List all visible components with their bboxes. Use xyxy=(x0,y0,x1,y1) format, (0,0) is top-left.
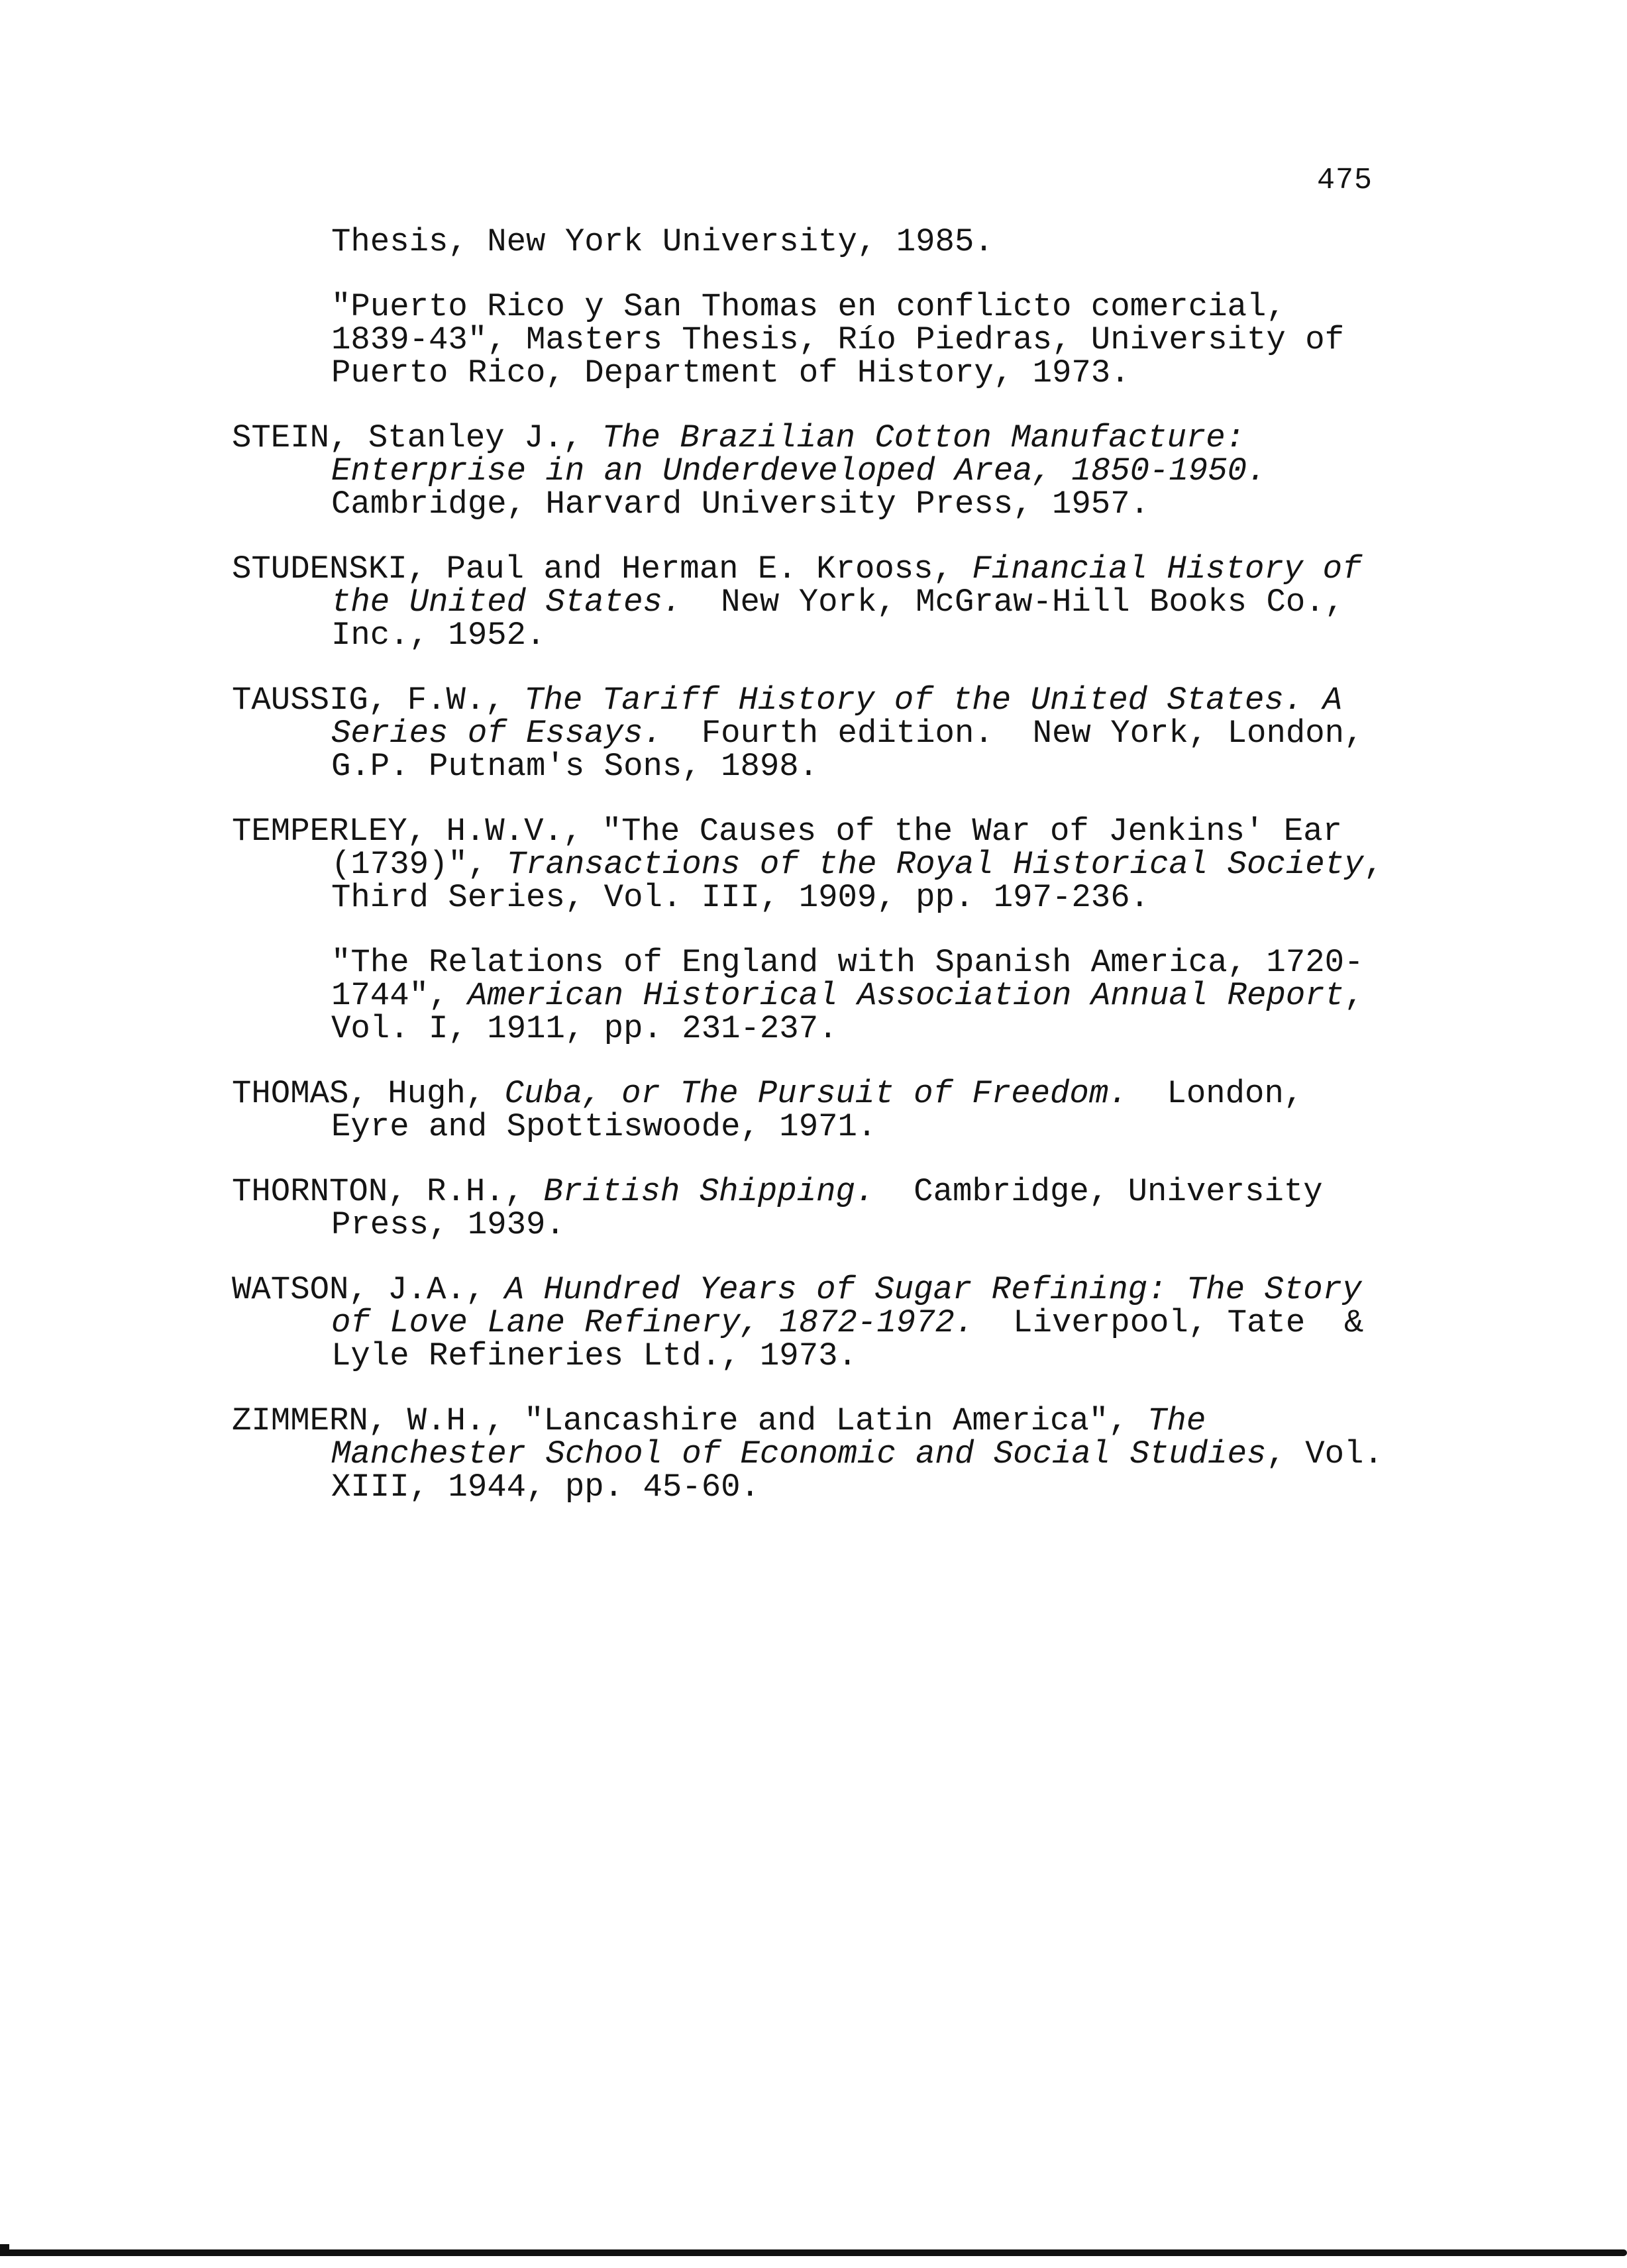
entry-text: ZIMMERN, W.H., "Lancashire and Latin America", xyxy=(232,1402,1148,1439)
entry-text: TAUSSIG, F.W., xyxy=(232,682,525,719)
bibliography-entry xyxy=(232,225,1398,258)
entry-title: Cuba, or The Pursuit of Freedom. xyxy=(504,1075,1128,1112)
entry-text: Fourth edition. New York, London, G.P. Putnam's Sons, 1898. xyxy=(331,715,1383,785)
entry-title: Financial History of the United States. xyxy=(331,550,1381,621)
page-number: 475 xyxy=(1317,164,1373,197)
entry-text: TEMPERLEY, H.W.V., "The Causes of the War of Jenkins' Ear (1739)", xyxy=(232,813,1362,883)
entry-text: STEIN, Stanley J., xyxy=(232,419,602,456)
entry-title: American Historical Association Annual Report xyxy=(467,977,1345,1014)
entry-text: Thesis, New York University, 1985. xyxy=(331,223,994,260)
page-bottom-rule xyxy=(0,2249,1627,2256)
entry-text: , Third Series, Vol. III, 1909, pp. 197-236. xyxy=(331,846,1403,916)
bibliography-entry xyxy=(232,421,1398,521)
entry-title: British Shipping. xyxy=(543,1173,875,1210)
bibliography-entry xyxy=(232,1175,1398,1241)
entry-text: , Vol. I, 1911, pp. 231-237. xyxy=(331,977,1383,1047)
entry-title: The Brazilian Cotton Manufacture: Enterprise in an Underdeveloped Area, 1850-1950. xyxy=(331,419,1267,490)
entry-title: The Manchester School of Economic and Social Studies xyxy=(331,1402,1267,1472)
bibliography-entry xyxy=(232,552,1398,652)
entry-text: "Puerto Rico y San Thomas en conflicto comercial, 1839-43", Masters Thesis, Río Piedras, University of Puerto Rico, Department of History, 1973. xyxy=(331,288,1364,391)
bibliography-entry xyxy=(232,1273,1398,1372)
entry-text: "The Relations of England with Spanish America, 1720-1744", xyxy=(331,944,1364,1014)
entry-title: A Hundred Years of Sugar Refining: The Story of Love Lane Refinery, 1872-1972. xyxy=(331,1271,1381,1341)
bibliography-entry xyxy=(232,1077,1398,1143)
entry-title: The Tariff History of the United States. A Series of Essays. xyxy=(331,682,1362,752)
entry-text: Liverpool, Tate & Lyle Refineries Ltd., 1973. xyxy=(331,1304,1383,1374)
entry-text: , Vol. XIII, 1944, pp. 45-60. xyxy=(331,1435,1403,1506)
entry-text: Cambridge, Harvard University Press, 1957. xyxy=(331,452,1286,523)
bibliography-list xyxy=(232,223,1403,1535)
bibliography-entry xyxy=(232,813,1403,916)
entry-text: London, Eyre and Spottiswoode, 1971. xyxy=(331,1075,1323,1145)
bibliography-entry xyxy=(232,1402,1403,1506)
entry-title: Transactions of the Royal Historical Society xyxy=(506,846,1364,883)
bibliography-entry xyxy=(232,946,1398,1045)
entry-text: THORNTON, R.H., xyxy=(232,1173,544,1210)
entry-text: New York, McGraw-Hill Books Co., Inc., 1952. xyxy=(331,584,1364,654)
entry-text: WATSON, J.A., xyxy=(232,1271,505,1308)
entry-text: THOMAS, Hugh, xyxy=(232,1075,505,1112)
entry-text: STUDENSKI, Paul and Herman E. Krooss, xyxy=(232,550,972,588)
entry-text: Cambridge, University Press, 1939. xyxy=(331,1173,1343,1243)
bibliography-entry xyxy=(232,290,1398,389)
bibliography-entry xyxy=(232,684,1398,783)
